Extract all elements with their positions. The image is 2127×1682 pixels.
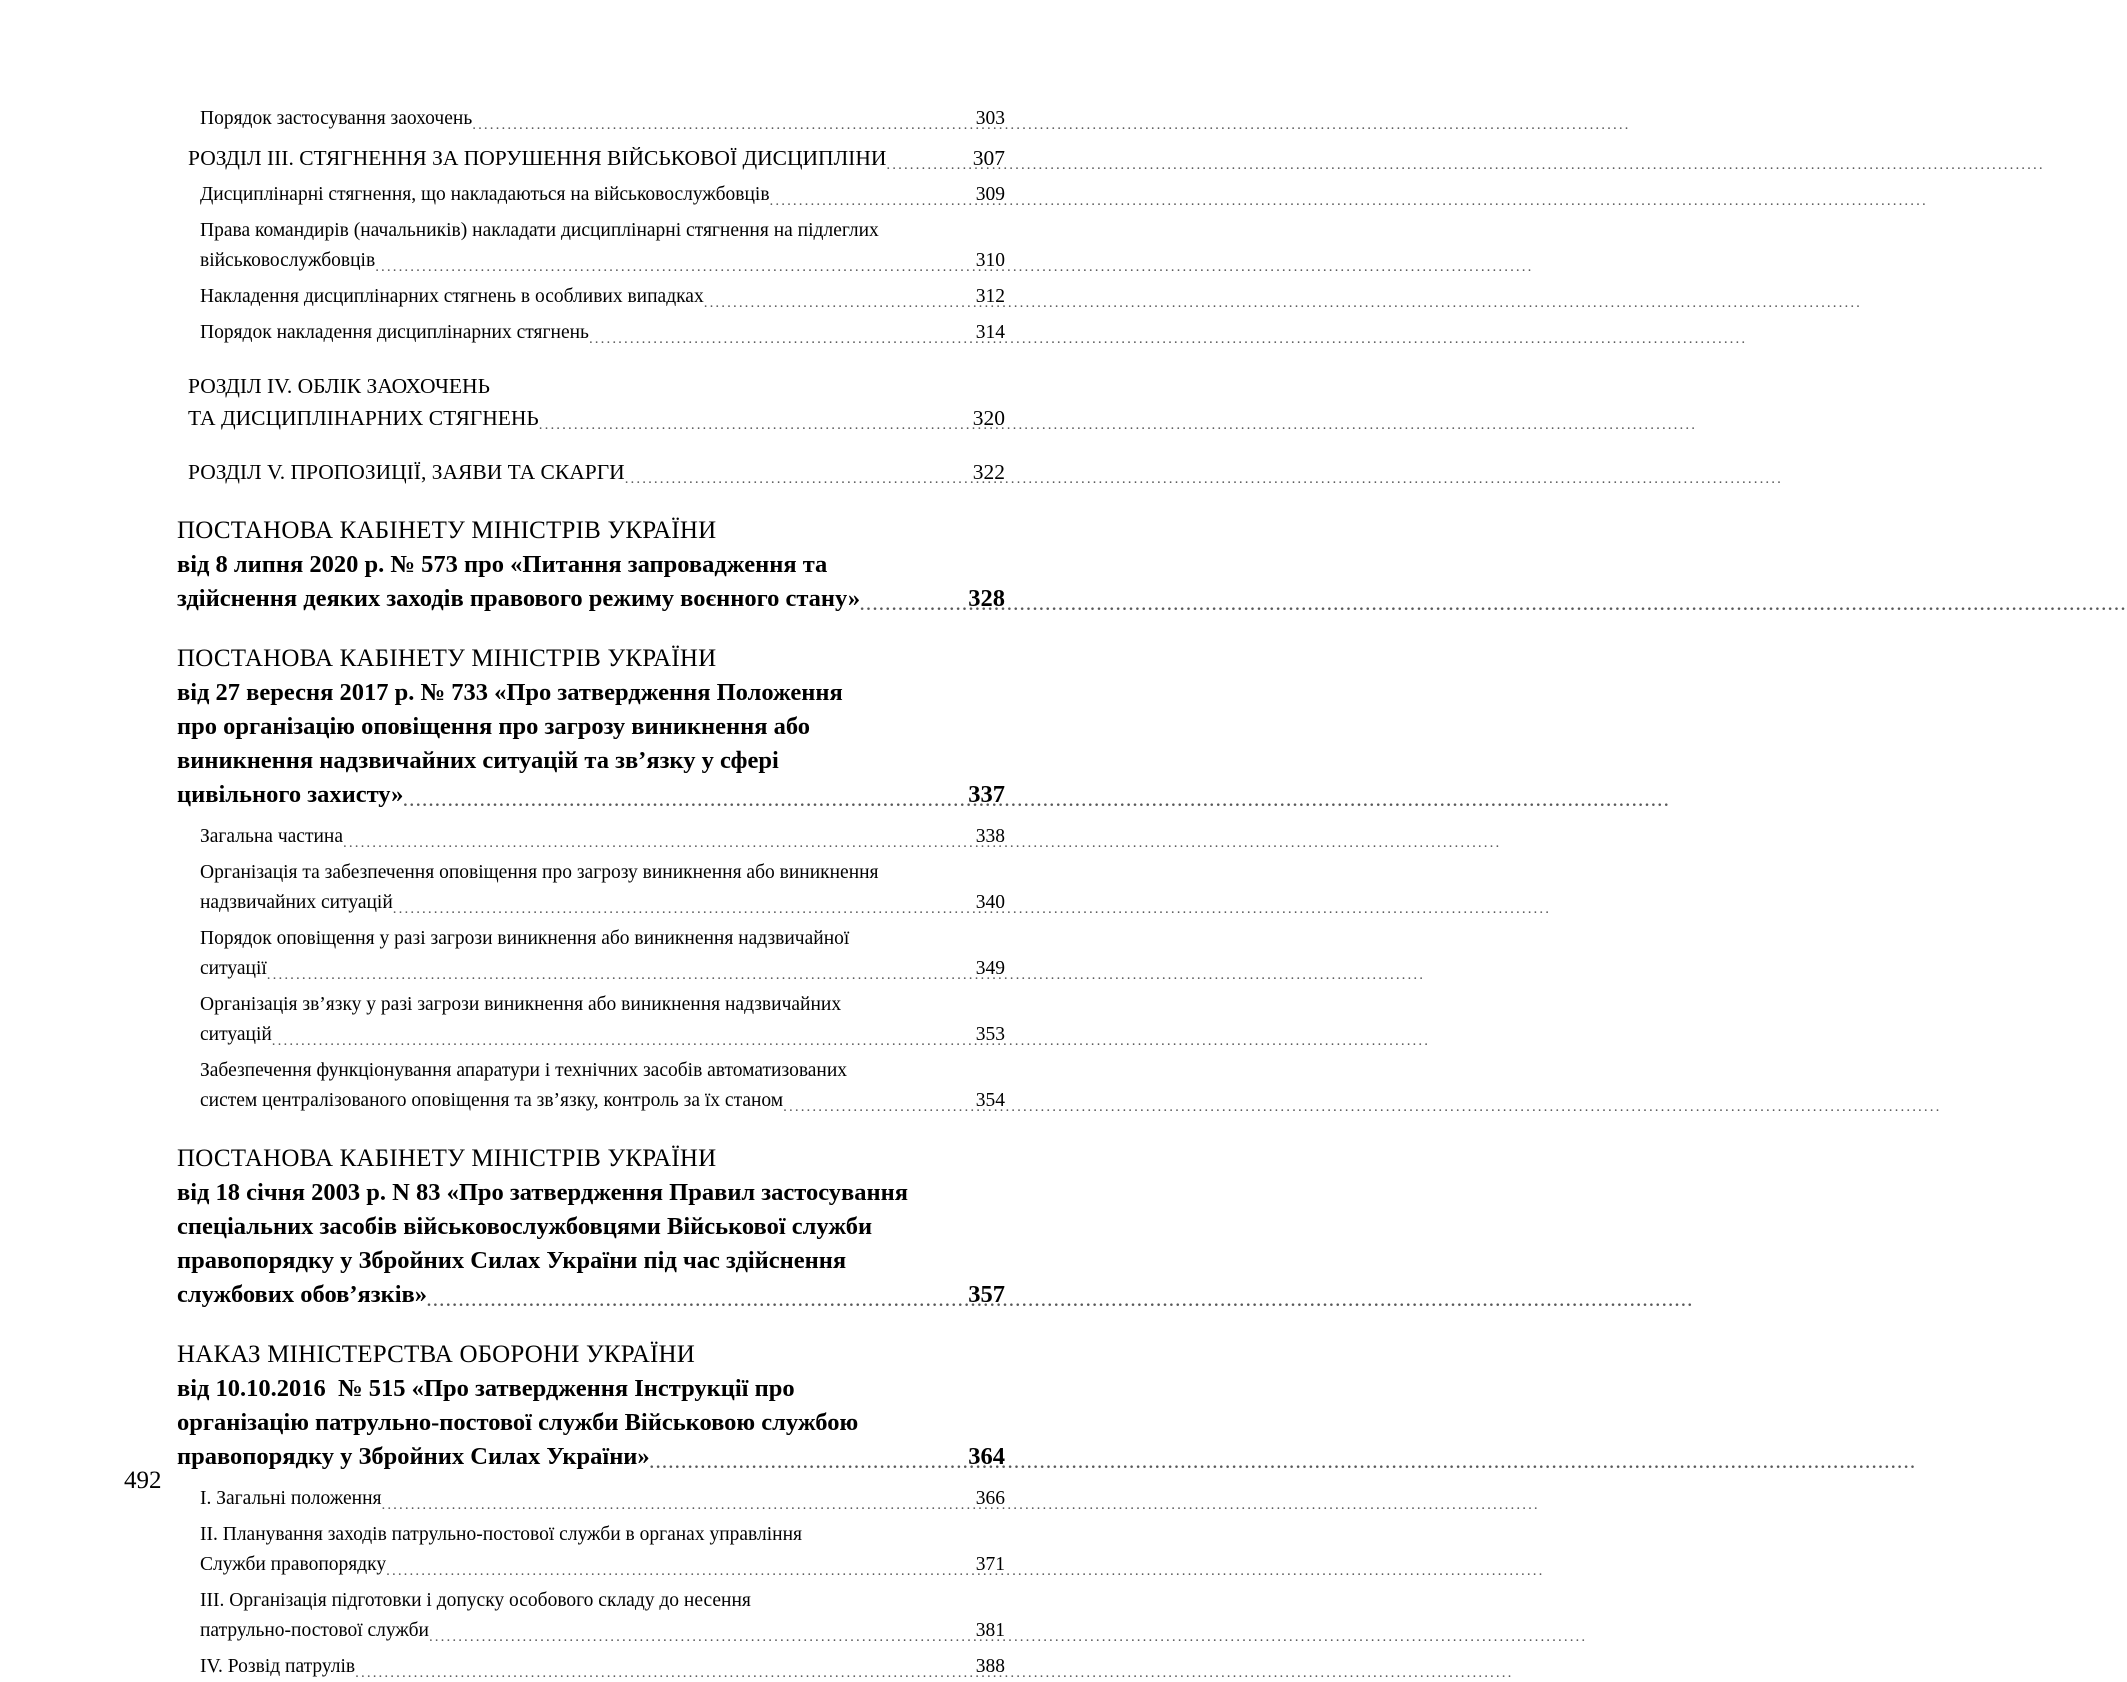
toc-document-line: виникнення надзвичайних ситуацій та зв’язку у сфері: [177, 744, 1005, 778]
toc-page-number: 309: [975, 180, 1005, 210]
toc-page-number: 337: [967, 778, 1005, 812]
toc-subentry-line: Права командирів (начальників) накладати дисциплінарні стягнення на підлеглих: [200, 216, 1005, 246]
toc-subentry-block[interactable]: [200, 1652, 1005, 1682]
toc-page-number: 366: [975, 1484, 1005, 1514]
toc-subentry-block[interactable]: [200, 1520, 1005, 1580]
toc-entry-row[interactable]: [188, 456, 1005, 488]
dot-leader: [375, 257, 975, 277]
toc-entry-row[interactable]: [200, 1484, 1005, 1514]
toc-section-block[interactable]: [188, 456, 1005, 488]
toc-subentry-line: III. Організація підготовки і допуску особового складу до несення: [200, 1586, 1005, 1616]
toc-document-title: НАКАЗ МІНІСТЕРСТВА ОБОРОНИ УКРАЇНИ: [177, 1338, 1005, 1372]
toc-section-block[interactable]: [188, 370, 1005, 434]
toc-page-number: 357: [967, 1278, 1005, 1312]
dot-leader: [429, 1627, 975, 1647]
toc-document-line: правопорядку у Збройних Силах України під час здійснення: [177, 1244, 1005, 1278]
toc-entry-title: службових обов’язків»: [177, 1278, 427, 1312]
dot-leader: [427, 1288, 967, 1313]
toc-entry-row[interactable]: [177, 1278, 1005, 1312]
vertical-spacer: [0, 348, 1142, 370]
toc-page-number: 322: [972, 456, 1005, 488]
dot-leader: [272, 1031, 975, 1051]
toc-page-number: 354: [975, 1086, 1005, 1116]
toc-entry-title: IV. Розвід патрулів: [200, 1652, 355, 1682]
toc-entry-title: надзвичайних ситуацій: [200, 888, 393, 918]
toc-page-number: 328: [967, 582, 1005, 616]
dot-leader: [267, 965, 975, 985]
dot-leader: [539, 413, 972, 435]
toc-subentry-line: II. Планування заходів патрульно-постової служби в органах управління: [200, 1520, 1005, 1550]
vertical-spacer: [0, 1312, 1142, 1338]
page-folio: 492: [124, 1468, 162, 1493]
vertical-spacer: [0, 488, 1142, 514]
toc-subentry-block[interactable]: [200, 1056, 1005, 1116]
toc-entry-title: ТА ДИСЦИПЛІНАРНИХ СТЯГНЕНЬ: [188, 402, 539, 434]
toc-entry-row[interactable]: [200, 180, 1005, 210]
toc-document-line: від 18 січня 2003 р. N 83 «Про затвердження Правил застосування: [177, 1176, 1005, 1210]
vertical-spacer: [0, 434, 1142, 456]
toc-document-line: від 10.10.2016 № 515 «Про затвердження Інструкції про: [177, 1372, 1005, 1406]
toc-entry-title: здійснення деяких заходів правового режиму воєнного стану»: [177, 582, 860, 616]
toc-page-number: 307: [972, 142, 1005, 174]
toc-subentry-line: Порядок оповіщення у разі загрози виникнення або виникнення надзвичайної: [200, 924, 1005, 954]
toc-entry-row[interactable]: [177, 1440, 1005, 1474]
toc-subentry-line: Забезпечення функціонування апаратури і технічних засобів автоматизованих: [200, 1056, 1005, 1086]
toc-entry-row[interactable]: [188, 402, 1005, 434]
toc-subentry-block[interactable]: [200, 990, 1005, 1050]
toc-entry-title: Накладення дисциплінарних стягнень в особливих випадках: [200, 282, 704, 312]
dot-leader: [393, 899, 975, 919]
toc-entry-row[interactable]: [200, 1616, 1005, 1646]
toc-document-line: організацію патрульно-постової служби Військовою службою: [177, 1406, 1005, 1440]
toc-page-number: 312: [975, 282, 1005, 312]
toc-subentry-line: Організація зв’язку у разі загрози виникнення або виникнення надзвичайних: [200, 990, 1005, 1020]
toc-entry-row[interactable]: [200, 282, 1005, 312]
toc-document-block[interactable]: [177, 642, 1005, 812]
toc-page-number: 310: [975, 246, 1005, 276]
toc-entry-title: військовослужбовців: [200, 246, 375, 276]
toc-entry-row[interactable]: [200, 104, 1005, 134]
toc-entry-title: Порядок застосування заохочень: [200, 104, 472, 134]
toc-entry-row[interactable]: [188, 142, 1005, 174]
toc-page-number: 381: [975, 1616, 1005, 1646]
toc-entry-title: РОЗДІЛ V. ПРОПОЗИЦІЇ, ЗАЯВИ ТА СКАРГИ: [188, 456, 625, 488]
toc-entry-title: Загальна частина: [200, 822, 343, 852]
toc-entry-title: Служби правопорядку: [200, 1550, 386, 1580]
toc-subentry-block[interactable]: [200, 1586, 1005, 1646]
vertical-spacer: [0, 0, 1142, 104]
toc-entry-title: правопорядку у Збройних Силах України»: [177, 1440, 650, 1474]
toc-entry-row[interactable]: [200, 1020, 1005, 1050]
toc-entry-row[interactable]: [200, 822, 1005, 852]
toc-page-number: 320: [972, 402, 1005, 434]
toc-entry-title: ситуацій: [200, 1020, 272, 1050]
dot-leader: [860, 592, 967, 617]
toc-document-block[interactable]: [177, 1338, 1005, 1474]
toc-subentry-block[interactable]: [200, 822, 1005, 852]
toc-subentry-block[interactable]: [200, 1484, 1005, 1514]
dot-leader: [472, 115, 975, 135]
toc-page-number: 340: [975, 888, 1005, 918]
toc-document-block[interactable]: [177, 1142, 1005, 1312]
toc-entry-title: патрульно-постової служби: [200, 1616, 429, 1646]
toc-entry-title: систем централізованого оповіщення та зв’язку, контроль за їх станом: [200, 1086, 783, 1116]
dot-leader: [381, 1495, 974, 1515]
toc-subentry-block[interactable]: [200, 924, 1005, 984]
toc-page-number: 353: [975, 1020, 1005, 1050]
toc-document-title: ПОСТАНОВА КАБІНЕТУ МІНІСТРІВ УКРАЇНИ: [177, 514, 1005, 548]
toc-page-number: 364: [967, 1440, 1005, 1474]
toc-document-block[interactable]: [177, 514, 1005, 616]
toc-entry-row[interactable]: [200, 1550, 1005, 1580]
dot-leader: [650, 1450, 968, 1475]
toc-document-title: ПОСТАНОВА КАБІНЕТУ МІНІСТРІВ УКРАЇНИ: [177, 1142, 1005, 1176]
toc-document-line: від 8 липня 2020 р. № 573 про «Питання запровадження та: [177, 548, 1005, 582]
vertical-spacer: [0, 1116, 1142, 1142]
toc-entry-row[interactable]: [200, 954, 1005, 984]
toc-subentry-block[interactable]: [200, 318, 1005, 348]
toc-subentry-block[interactable]: [200, 180, 1005, 210]
toc-subentry-block[interactable]: [200, 216, 1005, 276]
toc-entry-row[interactable]: [200, 1652, 1005, 1682]
toc-subentry-block[interactable]: [200, 858, 1005, 918]
dot-leader: [403, 788, 967, 813]
toc-subentry-block[interactable]: [200, 104, 1005, 134]
dot-leader: [783, 1097, 975, 1117]
toc-page-number: 349: [975, 954, 1005, 984]
toc-entry-title: Порядок накладення дисциплінарних стягнень: [200, 318, 589, 348]
toc-document-line: про організацію оповіщення про загрозу виникнення або: [177, 710, 1005, 744]
toc-page-number: 388: [975, 1652, 1005, 1682]
toc-entry-row[interactable]: [177, 778, 1005, 812]
toc-entry-title: цивільного захисту»: [177, 778, 403, 812]
toc-entry-title: I. Загальні положення: [200, 1484, 381, 1514]
vertical-spacer: [0, 812, 1142, 822]
toc-subentry-line: Організація та забезпечення оповіщення про загрозу виникнення або виникнення: [200, 858, 1005, 888]
vertical-spacer: [0, 616, 1142, 642]
dot-leader: [886, 153, 971, 175]
toc-document-line: спеціальних засобів військовослужбовцями Військової служби: [177, 1210, 1005, 1244]
dot-leader: [625, 467, 972, 489]
toc-section-line: РОЗДІЛ IV. ОБЛІК ЗАОХОЧЕНЬ: [188, 370, 1005, 402]
toc-page-number: 338: [975, 822, 1005, 852]
toc-page-number: 303: [975, 104, 1005, 134]
toc-subentry-block[interactable]: [200, 282, 1005, 312]
toc-entry-row[interactable]: [177, 582, 1005, 616]
dot-leader: [343, 833, 975, 853]
toc-entry-row[interactable]: [200, 246, 1005, 276]
toc-section-block[interactable]: [188, 142, 1005, 174]
toc-entry-row[interactable]: [200, 1086, 1005, 1116]
toc-page-number: 371: [975, 1550, 1005, 1580]
toc-page-number: 314: [975, 318, 1005, 348]
toc-document-title: ПОСТАНОВА КАБІНЕТУ МІНІСТРІВ УКРАЇНИ: [177, 642, 1005, 676]
dot-leader: [770, 191, 975, 211]
dot-leader: [704, 293, 975, 313]
dot-leader: [589, 329, 975, 349]
dot-leader: [355, 1663, 975, 1682]
toc-entry-title: РОЗДІЛ III. СТЯГНЕННЯ ЗА ПОРУШЕННЯ ВІЙСЬКОВОЇ ДИСЦИПЛІНИ: [188, 142, 886, 174]
toc-entry-title: ситуації: [200, 954, 267, 984]
vertical-spacer: [0, 134, 1142, 142]
toc-document-line: від 27 вересня 2017 р. № 733 «Про затвердження Положення: [177, 676, 1005, 710]
toc-entry-row[interactable]: [200, 318, 1005, 348]
vertical-spacer: [0, 1474, 1142, 1484]
toc-entry-row[interactable]: [200, 888, 1005, 918]
dot-leader: [386, 1561, 975, 1581]
toc-entry-title: Дисциплінарні стягнення, що накладаються на військовослужбовців: [200, 180, 770, 210]
